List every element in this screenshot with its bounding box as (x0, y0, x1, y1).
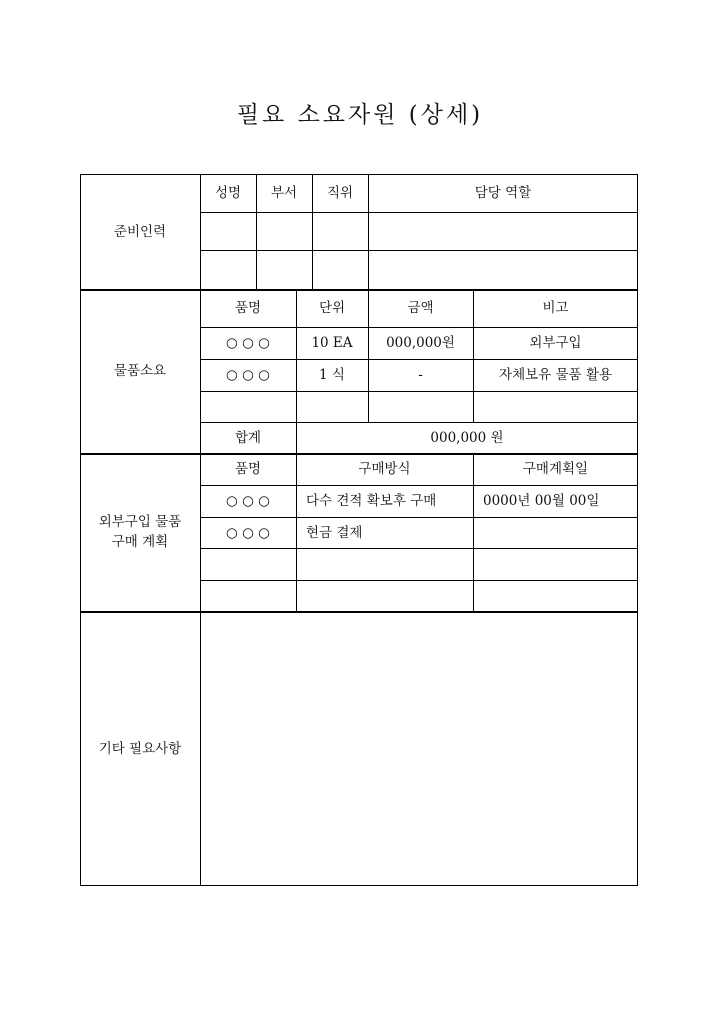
purchase-method-cell: 현금 결제 (306, 524, 363, 541)
header-note: 비고 (542, 300, 569, 316)
supply-unit-cell: 1 식 (319, 367, 345, 383)
supply-note-cell: 외부구입 (529, 335, 582, 351)
row-divider (200, 250, 638, 251)
supply-amount-cell: - (418, 367, 423, 383)
staff-section-label: 준비인력 (113, 223, 167, 240)
header-item: 품명 (234, 300, 262, 316)
purchase-item-cell: ○ ○ ○ (226, 524, 270, 541)
other-notes-area[interactable] (201, 613, 637, 885)
supply-amount-cell: 000,000원 (386, 335, 455, 351)
purchase-method-cell: 다수 견적 확보후 구매 (306, 493, 437, 509)
header-purchase-date: 구매계획일 (522, 461, 589, 477)
row-divider (200, 548, 638, 549)
header-department: 부서 (270, 185, 298, 201)
header-name: 성명 (214, 185, 242, 201)
purchase-item-cell: ○ ○ ○ (226, 493, 270, 509)
purchase-label-line1: 외부구입 물품 (98, 514, 182, 530)
purchase-section-label (80, 453, 200, 611)
header-item: 품명 (234, 461, 262, 477)
header-amount: 금액 (407, 300, 434, 316)
supply-unit-cell: 10 EA (311, 335, 353, 351)
header-unit: 단위 (318, 300, 346, 316)
header-position: 직위 (326, 185, 354, 201)
purchase-label-line2: 구매 계획 (111, 534, 169, 550)
row-divider (200, 212, 638, 213)
supply-item-cell: ○ ○ ○ (226, 367, 270, 383)
supply-item-cell: ○ ○ ○ (226, 335, 270, 351)
other-section-label: 기타 필요사항 (98, 740, 182, 757)
page-title: 필요 소요자원 (상세) (236, 102, 484, 128)
purchase-date-cell (473, 517, 638, 548)
row-divider (200, 391, 638, 392)
total-label: 합계 (234, 429, 262, 446)
header-role: 담당 역할 (474, 185, 532, 201)
row-divider (200, 580, 638, 581)
header-purchase-method: 구매방식 (358, 461, 411, 477)
total-value: 000,000 원 (430, 429, 504, 446)
supply-note-cell: 자체보유 물품 활용 (499, 367, 612, 383)
supplies-section-label: 물품소요 (113, 363, 167, 379)
purchase-date-cell: 0000년 00월 00일 (483, 493, 600, 509)
